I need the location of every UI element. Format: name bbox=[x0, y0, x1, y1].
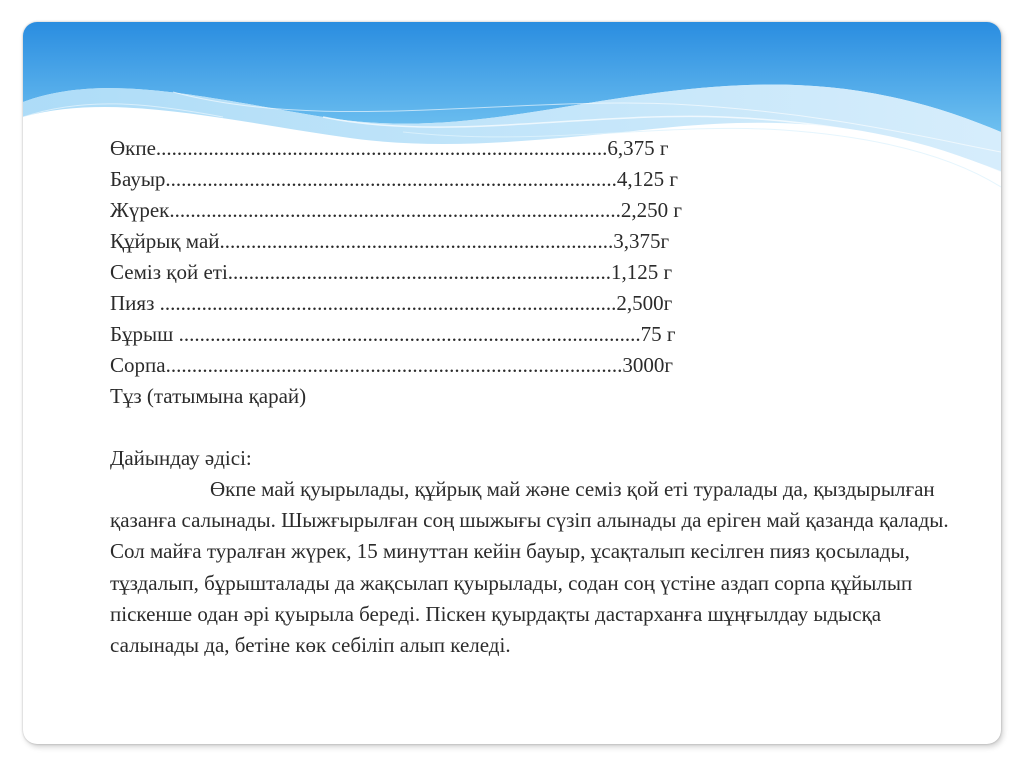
ingredient-item: Пияз .......................................................................................2,500г bbox=[110, 291, 673, 315]
slide-content bbox=[110, 133, 970, 661]
ingredient-item: Өкпе......................................................................................6,375 г bbox=[110, 136, 669, 160]
method-heading: Дайындау әдісі: bbox=[110, 446, 252, 470]
ingredient-item: Сорпа.......................................................................................3000г bbox=[110, 353, 673, 377]
slide bbox=[23, 22, 1001, 744]
ingredient-item: Семіз қой еті.........................................................................1,125 г bbox=[110, 260, 673, 284]
ingredient-item: Тұз (татымына қарай) bbox=[110, 384, 307, 408]
spacer bbox=[110, 412, 970, 443]
ingredient-item: Жүрек......................................................................................2,250 г bbox=[110, 198, 682, 222]
ingredient-item: Бұрыш ........................................................................................75 г bbox=[110, 322, 676, 346]
method-paragraph: Өкпе май қуырылады, құйрық май және семіз қой еті туралады да, қыздырылған қазанға салынады. Шыжғырылған соң шыжығы сүзіп алынады да еріген май қазанда қалады. Сол майға туралған жүрек, 15 минуттан кейін бауыр, ұсақталып кесілген пияз қосылады, тұздалып, бұрышталады да жақсылап қуырылады, содан соң үстіне аздап сорпа құйылып піскенше одан әрі қуырыла береді. Піскен қуырдақты дастарханға шұңғылдау ыдысқа салынады да, бетіне көк себіліп алып келеді. bbox=[110, 477, 949, 658]
ingredient-item: Бауыр......................................................................................4,125 г bbox=[110, 167, 679, 191]
ingredient-item: Құйрық май...........................................................................3,375г bbox=[110, 229, 670, 253]
ingredient-list bbox=[110, 133, 970, 412]
